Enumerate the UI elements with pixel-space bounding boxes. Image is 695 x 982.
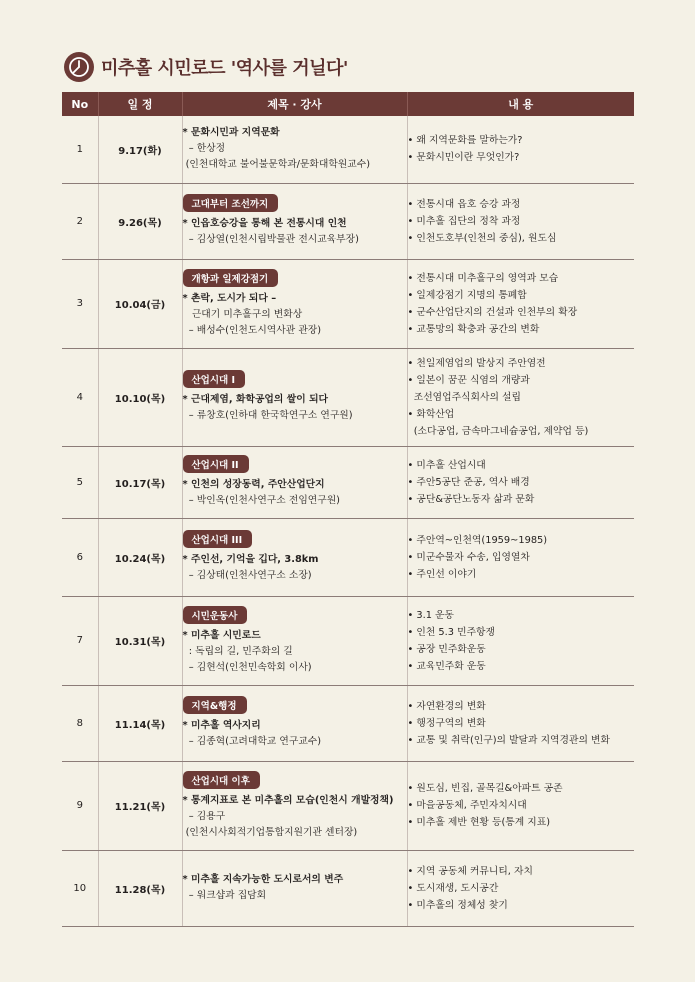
lecture-detail: 근대기 미추홀구의 변화상: [182, 308, 303, 320]
era-tag: 고대부터 조선까지: [183, 194, 279, 212]
content-item: • 교통 및 취락(인구)의 발달과 지역경관의 변화: [407, 734, 610, 746]
lecture-detail: – 배성수(인천도시역사관 관장): [182, 324, 322, 336]
era-tag: 산업시대 II: [183, 455, 249, 473]
row-number: 7: [62, 596, 98, 685]
content-item: • 미추홀의 정체성 찾기: [407, 899, 508, 911]
row-number: 3: [62, 259, 98, 348]
lecture-title: * 미추홀 지속가능한 도시로서의 변주: [182, 874, 344, 885]
content-item: • 도시재생, 도시공간: [407, 882, 499, 894]
table-row: [62, 183, 634, 259]
row-title-lecturer: [182, 685, 407, 761]
content-item: • 주인선 이야기: [407, 568, 477, 580]
row-date: 11.14(목): [98, 685, 182, 761]
row-title-lecturer: [182, 850, 407, 926]
row-content: [407, 761, 634, 850]
content-item: • 원도심, 빈집, 골목길&아파트 공존: [407, 783, 563, 794]
content-item: • 왜 지역문화를 말하는가?: [407, 135, 523, 147]
content-item: • 주안역~인천역(1959~1985): [407, 534, 548, 546]
content-item: • 공단&공단노동자 삶과 문화: [407, 493, 535, 505]
row-date: 10.04(금): [98, 259, 182, 348]
lecture-detail: (인천대학교 불어불문학과/문화대학원교수): [182, 159, 371, 171]
content-item: • 미군수물자 수송, 입영열차: [407, 551, 530, 563]
row-date: 10.31(목): [98, 596, 182, 685]
era-tag: 산업시대 III: [183, 530, 253, 548]
lecture-title: * 미추홀 시민로드: [182, 629, 261, 641]
lecture-detail: – 박인옥(인천사연구소 전임연구원): [182, 495, 340, 506]
lecture-detail: : 독립의 길, 민주화의 길: [182, 645, 293, 657]
row-content: [407, 518, 634, 596]
table-row: [62, 348, 634, 446]
era-tag: 산업시대 이후: [183, 771, 260, 789]
lecture-detail: – 김상태(인천사연구소 소장): [182, 570, 312, 581]
lecture-title: * 근대제염, 화학공업의 쌀이 되다: [182, 394, 329, 405]
lecture-detail: – 류창호(인하대 한국학연구소 연구원): [182, 410, 353, 421]
row-title-lecturer: [182, 259, 407, 348]
schedule-table: [62, 92, 634, 927]
row-content: [407, 596, 634, 685]
lecture-title: * 문화시민과 지역문화: [182, 127, 280, 139]
content-item: (소다공업, 금속마그네슘공업, 제약업 등): [407, 425, 589, 437]
lecture-title: * 촌락, 도시가 되다 –: [182, 292, 277, 304]
row-date: 11.21(목): [98, 761, 182, 850]
row-title-lecturer: [182, 446, 407, 518]
table-header-row: [62, 92, 634, 116]
content-item: • 전통시대 읍호 승강 과정: [407, 198, 521, 210]
content-item: • 미추홀 산업시대: [407, 459, 486, 471]
row-title-lecturer: [182, 183, 407, 259]
lecture-detail: – 한상정: [182, 143, 226, 155]
row-content: [407, 116, 634, 183]
row-number: 6: [62, 518, 98, 596]
row-number: 9: [62, 761, 98, 850]
column-header-no: No: [62, 92, 98, 116]
table-row: [62, 116, 634, 183]
content-item: • 천일제염업의 발상지 주안염전: [407, 357, 546, 369]
table-row: [62, 596, 634, 685]
era-tag: 개항과 일제강점기: [183, 269, 279, 287]
row-title-lecturer: [182, 518, 407, 596]
column-header-date: 일 정: [98, 92, 182, 116]
lecture-detail: – 김용구: [182, 810, 226, 822]
row-title-lecturer: [182, 761, 407, 850]
row-content: [407, 183, 634, 259]
content-item: • 주안5공단 준공, 역사 배경: [407, 476, 530, 488]
row-date: 10.24(목): [98, 518, 182, 596]
era-tag: 시민운동사: [183, 606, 248, 624]
row-title-lecturer: [182, 116, 407, 183]
row-number: 10: [62, 850, 98, 926]
row-date: 11.28(목): [98, 850, 182, 926]
row-content: [407, 685, 634, 761]
table-row: [62, 850, 634, 926]
content-item: • 자연환경의 변화: [407, 700, 486, 712]
lecture-detail: (인천시사회적기업통합지원기관 센터장): [182, 826, 358, 838]
era-tag: 산업시대 I: [183, 370, 246, 388]
content-item: • 전통시대 미추홀구의 영역과 모습: [407, 272, 559, 284]
content-item: • 행정구역의 변화: [407, 717, 486, 729]
content-item: • 일본이 꿈꾼 식염의 개량과: [407, 374, 530, 386]
table-row: [62, 259, 634, 348]
lecture-detail: – 워크샵과 집담회: [182, 890, 267, 901]
content-item: • 교육민주화 운동: [407, 660, 486, 672]
lecture-title: * 통계지표로 본 미추홀의 모습(인천시 개발정책): [182, 794, 394, 806]
table-row: [62, 685, 634, 761]
lecture-title: * 인천의 성장동력, 주안산업단지: [182, 479, 325, 490]
content-item: • 미추홀 제반 현황 등(통계 지표): [407, 817, 551, 828]
lecture-detail: – 김현석(인천민속학회 이사): [182, 661, 312, 673]
content-item: 조선염업주식회사의 설립: [407, 391, 521, 403]
column-header-title: 제목 · 강사: [182, 92, 407, 116]
era-tag: 지역&행정: [183, 696, 247, 714]
lecture-title: * 미추홀 역사지리: [182, 720, 261, 731]
content-item: • 일제강점기 지명의 통폐합: [407, 289, 527, 301]
content-item: • 문화시민이란 무엇인가?: [407, 152, 520, 164]
clock-icon: [64, 52, 94, 82]
row-number: 8: [62, 685, 98, 761]
row-content: [407, 348, 634, 446]
lecture-detail: – 김종혁(고려대학교 연구교수): [182, 736, 322, 747]
row-date: 10.10(목): [98, 348, 182, 446]
content-item: • 교통망의 확충과 공간의 변화: [407, 323, 540, 335]
content-item: • 3.1 운동: [407, 609, 455, 621]
lecture-detail: – 김상열(인천시립박물관 전시교육부장): [182, 234, 359, 245]
content-item: • 인천도호부(인천의 중심), 원도심: [407, 232, 557, 244]
row-title-lecturer: [182, 348, 407, 446]
column-header-content: 내 용: [407, 92, 634, 116]
table-row: [62, 761, 634, 850]
row-content: [407, 850, 634, 926]
schedule-body: [62, 116, 634, 926]
page-header: [64, 52, 348, 82]
row-number: 5: [62, 446, 98, 518]
content-item: • 공장 민주화운동: [407, 643, 486, 655]
row-content: [407, 259, 634, 348]
content-item: • 미추홀 집단의 정착 과정: [407, 215, 521, 227]
row-date: 9.26(목): [98, 183, 182, 259]
row-number: 4: [62, 348, 98, 446]
row-number: 1: [62, 116, 98, 183]
content-item: • 화학산업: [407, 408, 455, 420]
row-number: 2: [62, 183, 98, 259]
content-item: • 지역 공동체 커뮤니티, 자치: [407, 865, 533, 877]
content-item: • 인천 5.3 민주항쟁: [407, 626, 495, 638]
content-item: • 마을공동체, 주민자치시대: [407, 800, 527, 811]
table-row: [62, 446, 634, 518]
row-date: 10.17(목): [98, 446, 182, 518]
row-content: [407, 446, 634, 518]
row-title-lecturer: [182, 596, 407, 685]
page-title: 미추홀 시민로드 '역사를 거닐다': [101, 58, 348, 79]
lecture-title: * 주인선, 기억을 깁다, 3.8km: [182, 554, 319, 565]
row-date: 9.17(화): [98, 116, 182, 183]
lecture-title: * 인읍호승강을 통해 본 전통시대 인천: [182, 218, 347, 229]
table-row: [62, 518, 634, 596]
content-item: • 군수산업단지의 건설과 인천부의 확장: [407, 306, 578, 318]
